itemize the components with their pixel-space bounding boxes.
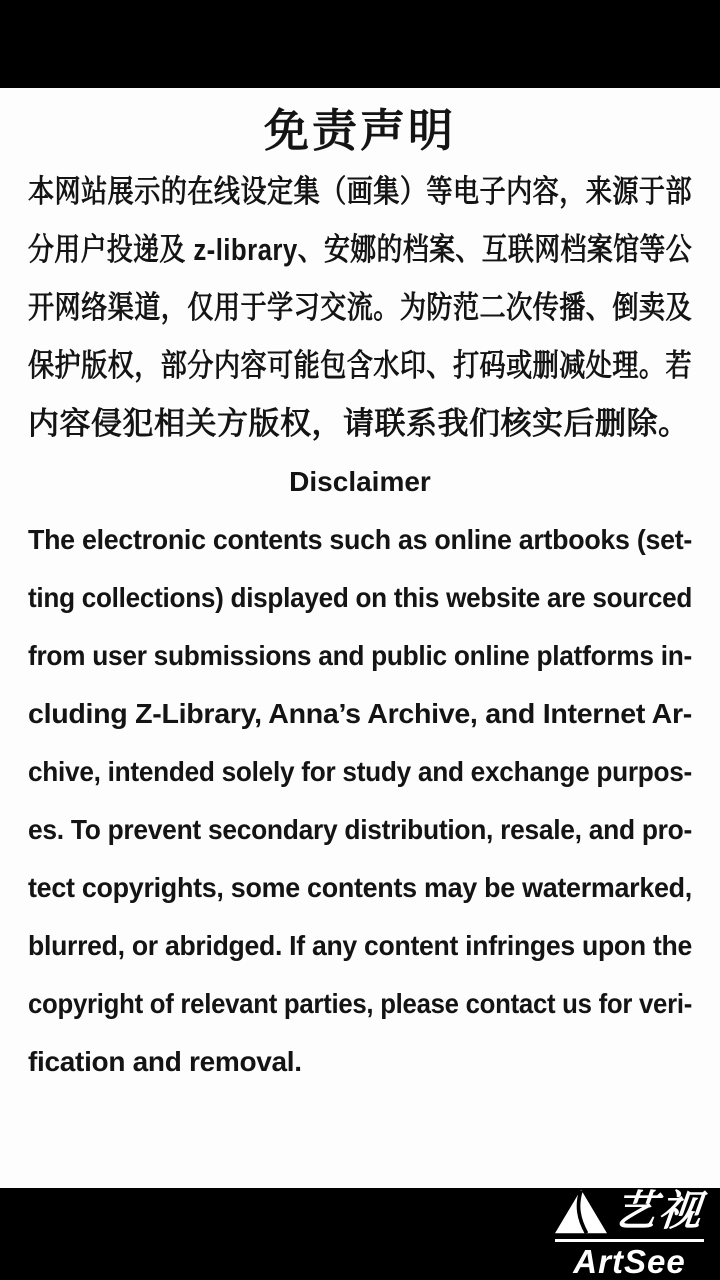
en-paragraph-line	[28, 685, 692, 743]
en-paragraph-line	[28, 975, 692, 1033]
zh-line-text: 本网站展示的在线设定集（画集）等电子内容，来源于部	[28, 174, 692, 209]
en-paragraph-line	[28, 1033, 692, 1091]
page-title: 免责声明	[263, 105, 456, 156]
zh-paragraph-line	[28, 221, 692, 279]
zh-paragraph-line	[28, 279, 692, 337]
en-paragraph-line	[28, 511, 692, 569]
bottom-letterbox-bar	[0, 1188, 720, 1280]
en-title-text: Disclaimer	[289, 466, 431, 497]
en-paragraph-line	[28, 859, 692, 917]
zh-paragraph-line	[28, 163, 692, 221]
en-line-text: chive, intended solely for study and exchange purpos-	[28, 756, 692, 787]
artsee-logo	[555, 1187, 707, 1280]
disclaimer-document	[0, 88, 720, 1188]
en-line-text: The electronic contents such as online artbooks (set-	[28, 524, 692, 555]
en-paragraph-line	[28, 917, 692, 975]
en-paragraph-line	[28, 743, 692, 801]
zh-line-text: 内容侵犯相关方版权，请联系我们核实后删除。	[28, 406, 690, 441]
zh-paragraph-line	[28, 337, 692, 395]
logo-divider	[555, 1239, 704, 1242]
en-line-text: cluding Z-Library, Anna’s Archive, and Internet Ar-	[28, 698, 692, 729]
en-line-text: fication and removal.	[28, 1046, 302, 1077]
en-paragraph-line	[28, 569, 692, 627]
en-line-text: from user submissions and public online platforms in-	[28, 640, 692, 671]
zh-line-text: 保护版权，部分内容可能包含水印、打码或删减处理。若	[28, 348, 692, 383]
en-line-text: copyright of relevant parties, please contact us for veri-	[28, 988, 692, 1019]
logo-text-latin: ArtSee	[573, 1242, 686, 1280]
mountain-icon	[555, 1188, 607, 1234]
en-line-text: blurred, or abridged. If any content infringes upon the	[28, 930, 692, 961]
en-paragraph-line	[28, 801, 692, 859]
top-letterbox-bar	[0, 0, 720, 88]
zh-line-text: 分用户投递及 z-library、安娜的档案、互联网档案馆等公	[28, 232, 692, 267]
logo-top-row	[555, 1187, 707, 1235]
en-paragraph-line	[28, 627, 692, 685]
zh-paragraph-line	[28, 395, 692, 453]
en-line-text: ting collections) displayed on this website are sourced	[28, 582, 692, 613]
en-line-text: tect copyrights, some contents may be watermarked,	[28, 872, 692, 903]
section-title-english	[28, 453, 692, 511]
logo-text-cjk: 艺视	[611, 1187, 707, 1235]
en-line-text: es. To prevent secondary distribution, resale, and pro-	[28, 814, 692, 845]
zh-line-text: 开网络渠道，仅用于学习交流。为防范二次传播、倒卖及	[28, 290, 692, 325]
